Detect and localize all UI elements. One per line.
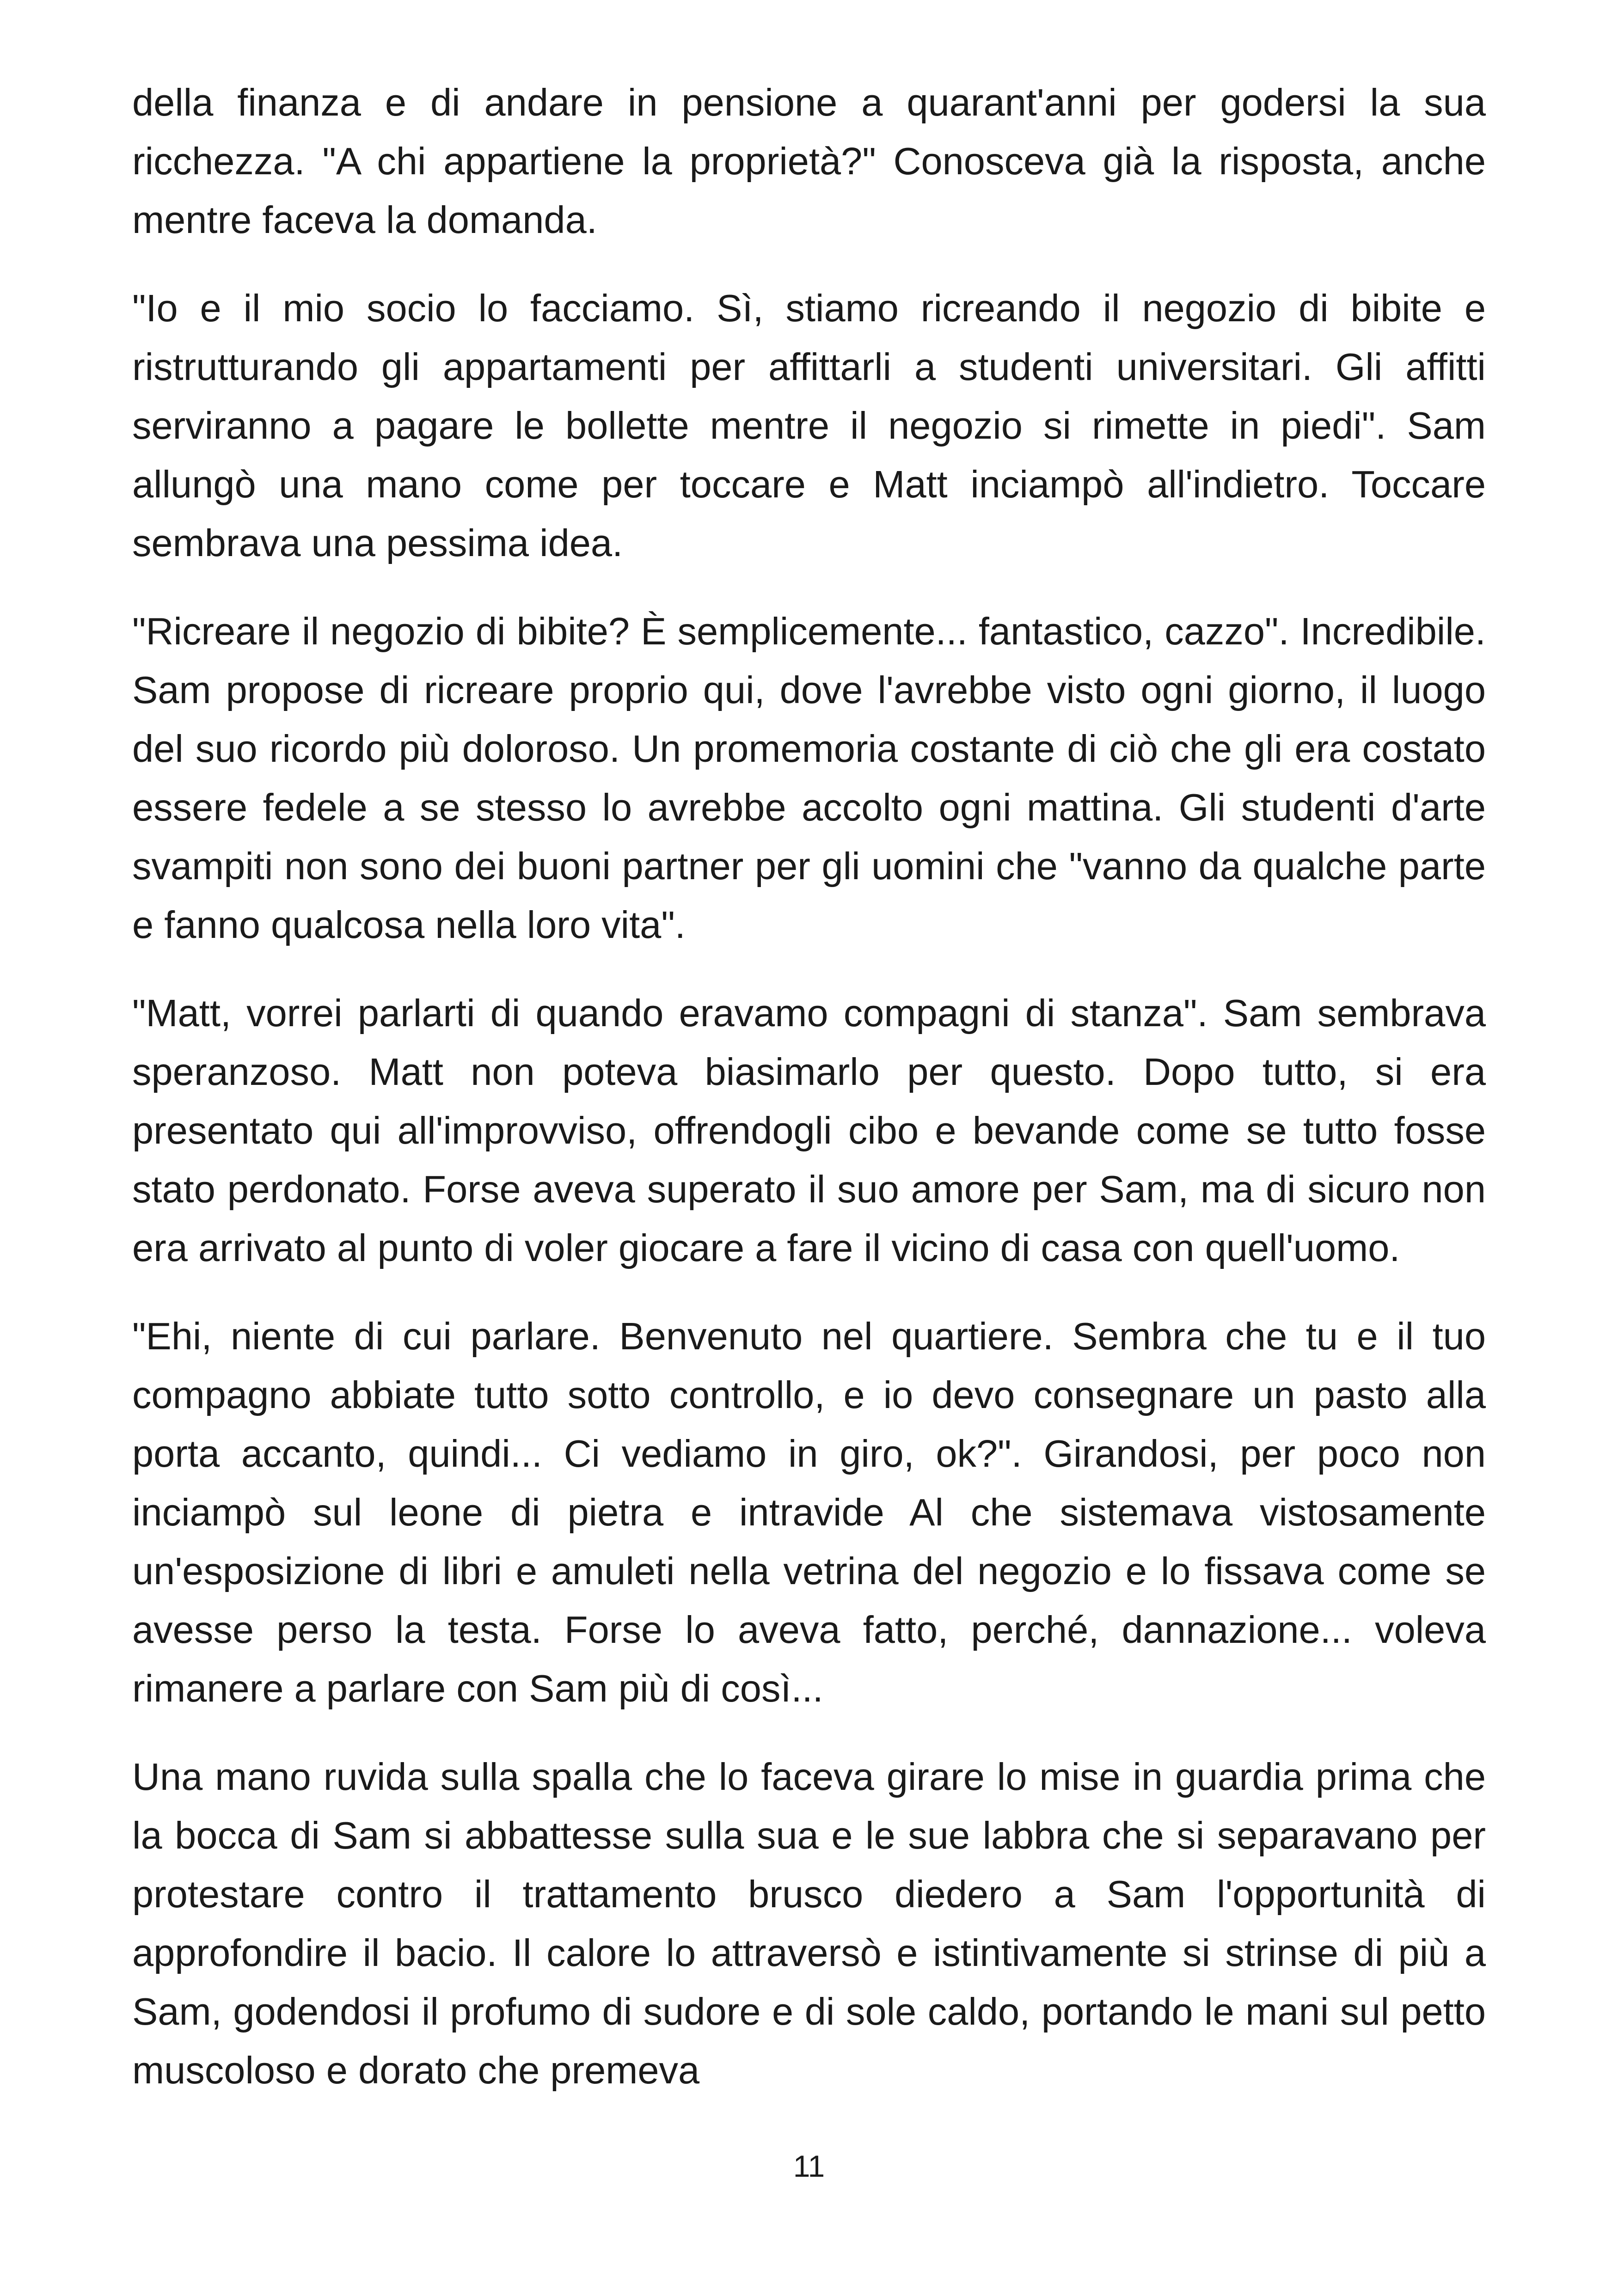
paragraph-3: "Ricreare il negozio di bibite? È semplicemente... fantastico, cazzo". Incredibile. Sam propose di ricreare proprio qui, dove l'avrebbe visto ogni giorno, il luogo del suo ricordo più doloroso. Un promemoria costante di ciò che gli era costato essere fedele a se stesso lo avrebbe accolto ogni mattina. Gli studenti d'arte svampiti non sono dei buoni partner per gli uomini che "vanno da qualche parte e fanno qualcosa nella loro vita". <box>132 610 1486 946</box>
paragraph-6: Una mano ruvida sulla spalla che lo faceva girare lo mise in guardia prima che la bocca di Sam si abbattesse sulla sua e le sue labbra che si separavano per protestare contro il trattamento brusco diedero a Sam l'opportunità di approfondire il bacio. Il calore lo attraversò e istintivamente si strinse di più a Sam, godendosi il profumo di sudore e di sole caldo, portando le mani sul petto muscoloso e dorato che premeva <box>132 1755 1486 2092</box>
paragraph-1: della finanza e di andare in pensione a quarant'anni per godersi la sua ricchezza. "A chi appartiene la proprietà?" Conosceva già la risposta, anche mentre faceva la domanda. <box>132 81 1486 241</box>
paragraph-5: "Ehi, niente di cui parlare. Benvenuto nel quartiere. Sembra che tu e il tuo compagno abbiate tutto sotto controllo, e io devo consegnare un pasto alla porta accanto, quindi... Ci vediamo in giro, ok?". Girandosi, per poco non inciampò sul leone di pietra e intravide Al che sistemava vistosamente un'esposizione di libri e amuleti nella vetrina del negozio e lo fissava come se avesse perso la testa. Forse lo aveva fatto, perché, dannazione... voleva rimanere a parlare con Sam più di così... <box>132 1315 1486 1710</box>
page-number: 11 <box>793 2149 825 2183</box>
paragraph-2: "Io e il mio socio lo facciamo. Sì, stiamo ricreando il negozio di bibite e ristrutturando gli appartamenti per affittarli a studenti universitari. Gli affitti serviranno a pagare le bollette mentre il negozio si rimette in piedi". Sam allungò una mano come per toccare e Matt inciampò all'indietro. Toccare sembrava una pessima idea. <box>132 287 1486 564</box>
body-text <box>132 73 1486 2129</box>
paragraph-4: "Matt, vorrei parlarti di quando eravamo compagni di stanza". Sam sembrava speranzoso. Matt non poteva biasimarlo per questo. Dopo tutto, si era presentato qui all'improvviso, offrendogli cibo e bevande come se tutto fosse stato perdonato. Forse aveva superato il suo amore per Sam, ma di sicuro non era arrivato al punto di voler giocare a fare il vicino di casa con quell'uomo. <box>132 992 1486 1269</box>
